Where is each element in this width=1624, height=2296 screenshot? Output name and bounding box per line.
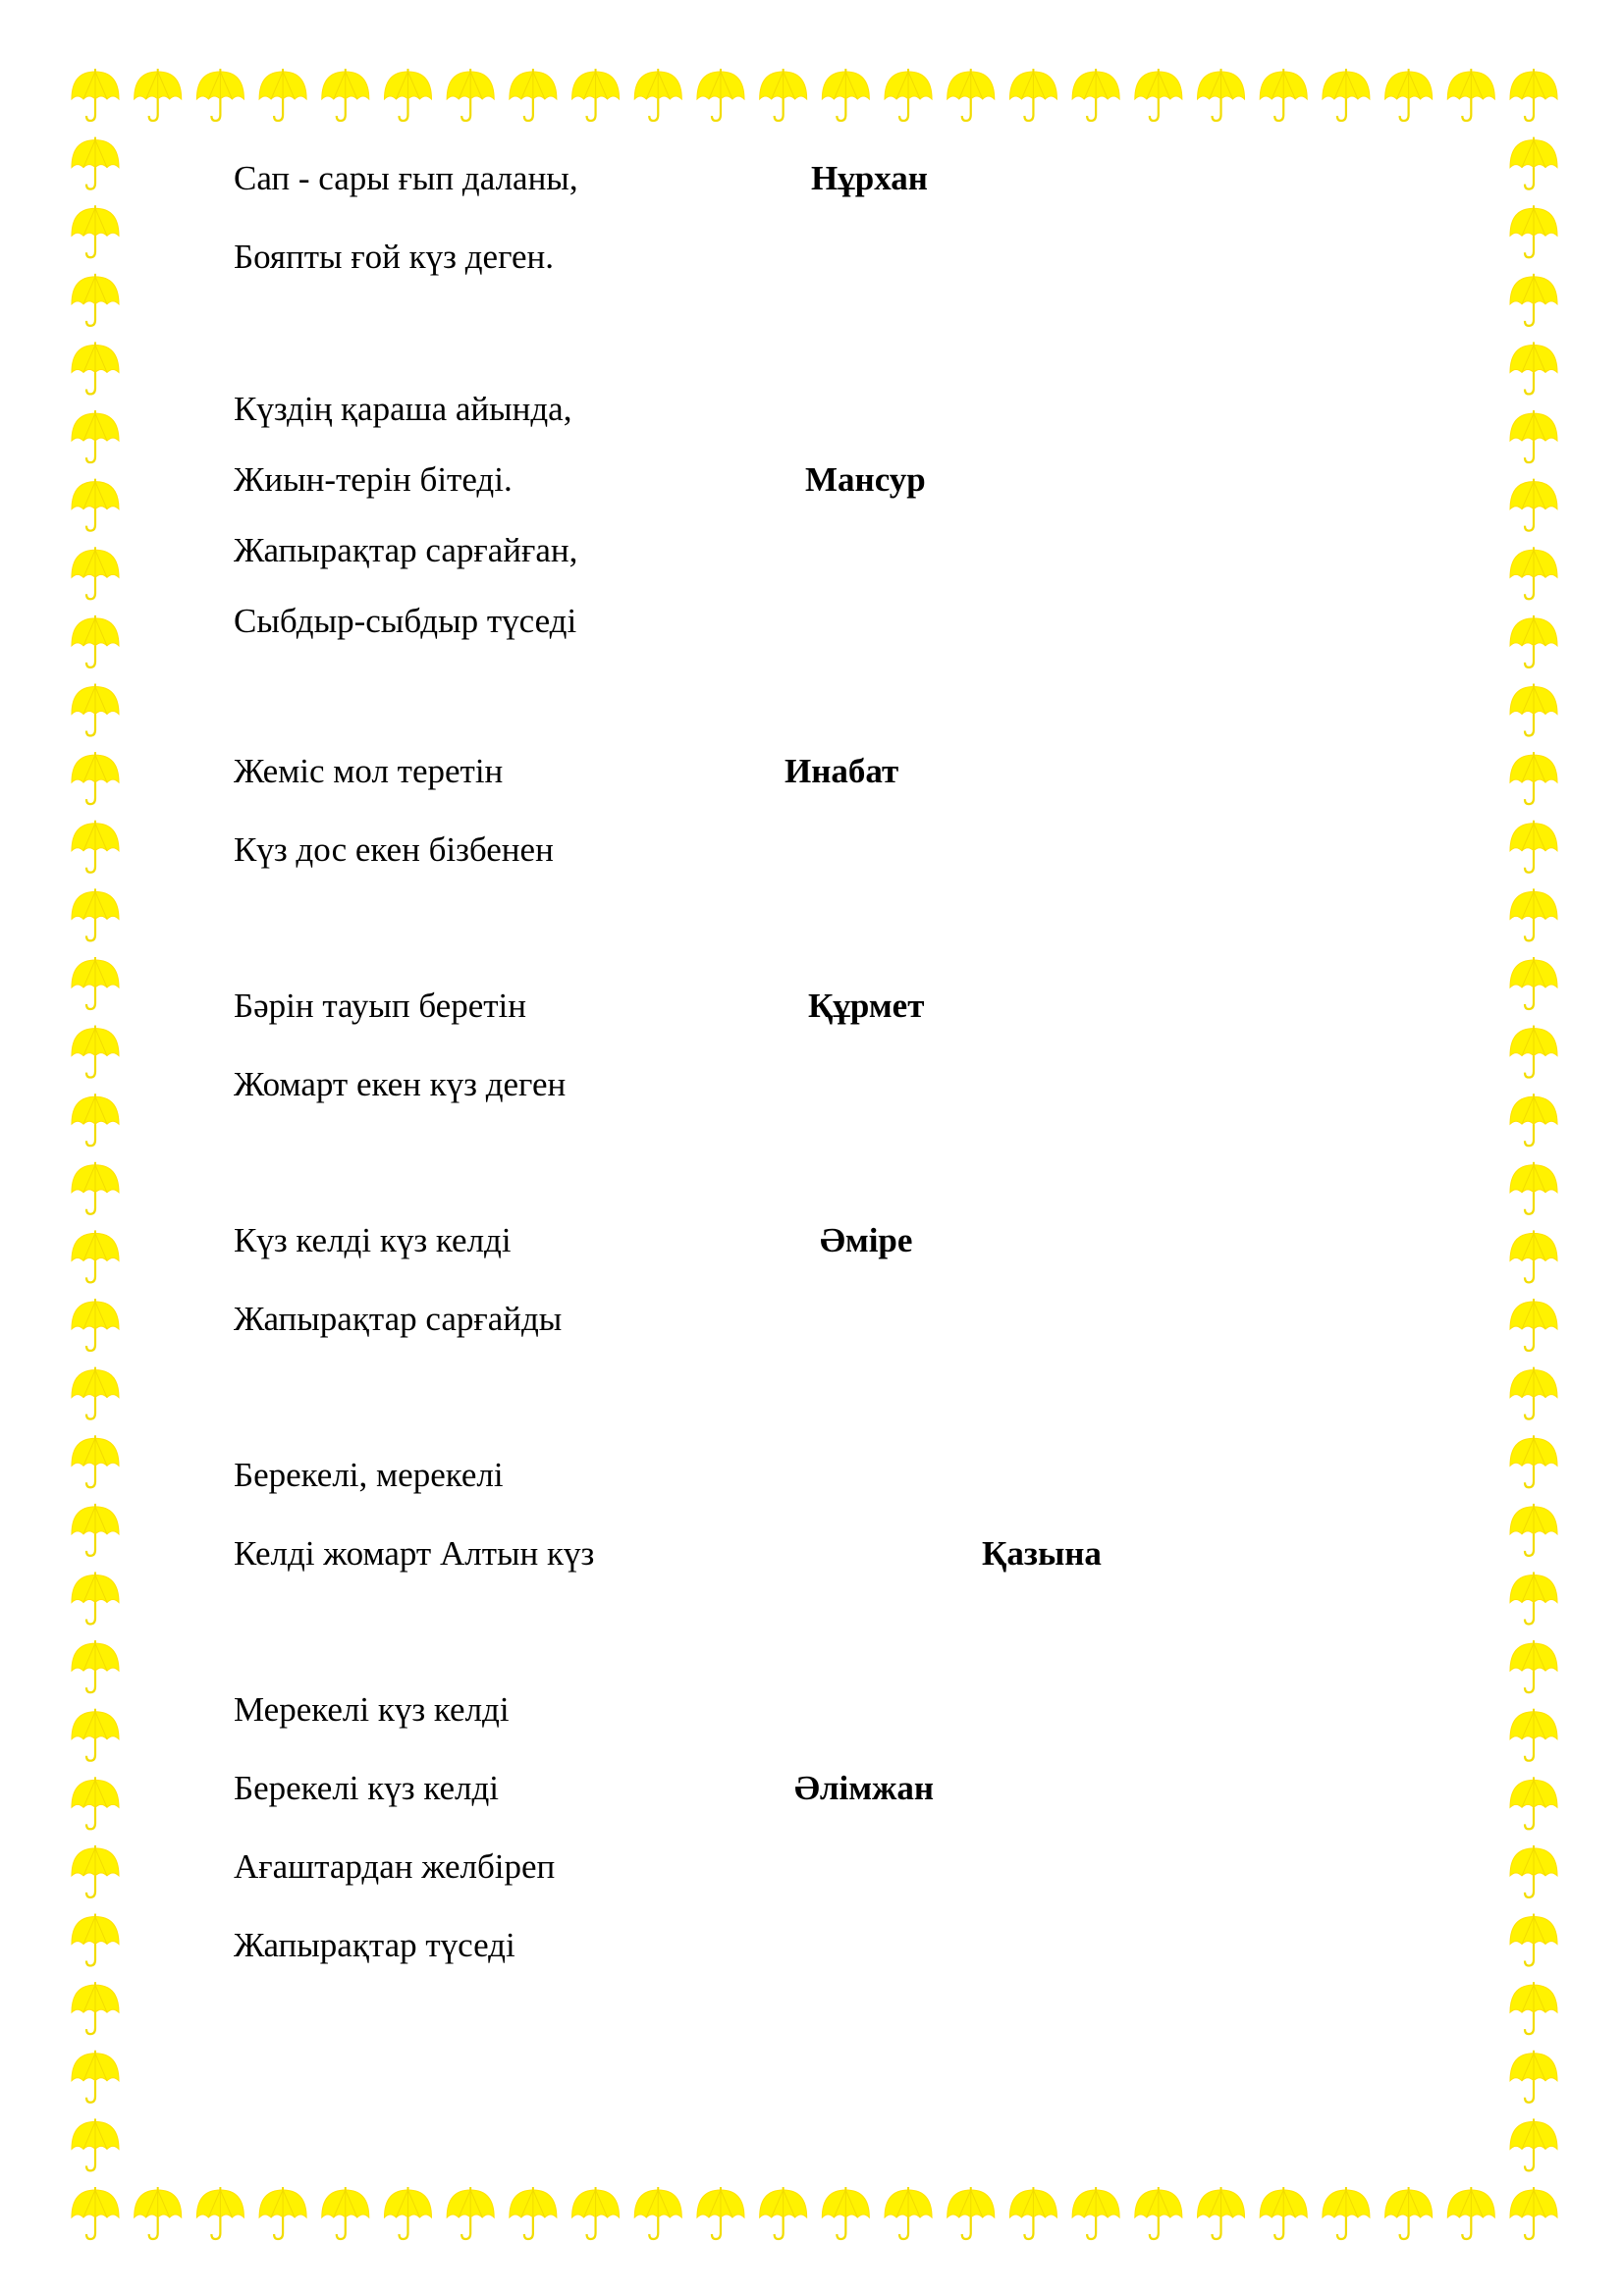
umbrella-icon [72,1709,119,1761]
umbrella-icon [1510,410,1557,462]
umbrella-icon [1135,69,1182,121]
umbrella-icon [1510,1299,1557,1351]
umbrella-icon [1510,137,1557,189]
umbrella-icon [1510,888,1557,940]
umbrella-icon [72,1026,119,1078]
umbrella-icon [447,69,494,121]
umbrella-icon [1323,2187,1370,2239]
poem-line: Келді жомарт Алтын күз [234,1534,595,1573]
umbrella-icon [72,1504,119,1556]
umbrella-icon [947,2187,995,2239]
poem-line: Сыбдыр-сыбдыр түседі [234,602,577,640]
umbrella-icon [72,1162,119,1214]
umbrella-icon [1198,2187,1245,2239]
umbrella-icon [1447,69,1494,121]
umbrella-icon [1510,2187,1557,2239]
umbrella-icon [72,1777,119,1829]
poem-line: Жиын-терін бітеді. [234,460,513,499]
umbrella-icon [72,2187,119,2239]
umbrella-icon [1323,69,1370,121]
umbrella-icon [1510,1026,1557,1078]
umbrella-icon [1510,2051,1557,2103]
umbrella-icon [1510,1914,1557,1966]
speaker-name: Қазына [982,1534,1102,1573]
umbrella-icon [72,1435,119,1487]
umbrella-icon [1510,547,1557,599]
umbrella-icon [1510,1709,1557,1761]
umbrella-icon [72,1845,119,1897]
umbrella-icon [885,2187,932,2239]
poem-line: Сап - сары ғып даланы, [234,159,578,197]
umbrella-icon [1510,1777,1557,1829]
umbrella-icon [1260,2187,1307,2239]
umbrella-icon [72,615,119,667]
umbrella-icon [1510,479,1557,531]
umbrella-icon [322,2187,369,2239]
umbrella-icon [1510,342,1557,394]
umbrella-icon [1510,1367,1557,1419]
speaker-name: Нұрхан [811,159,928,197]
umbrella-icon [1198,69,1245,121]
umbrella-icon [885,69,932,121]
umbrella-icon [697,2187,744,2239]
umbrella-icon [135,2187,182,2239]
umbrella-icon [572,2187,620,2239]
umbrella-icon [1510,205,1557,257]
umbrella-icon [634,2187,681,2239]
umbrella-icon [1072,69,1119,121]
umbrella-icon [1510,1640,1557,1692]
umbrella-icon [1510,1162,1557,1214]
speaker-name: Әміре [820,1221,913,1259]
umbrella-icon [1510,2118,1557,2170]
umbrella-icon [72,1094,119,1146]
umbrella-icon [72,274,119,326]
umbrella-icon [1385,2187,1433,2239]
umbrella-icon [72,410,119,462]
umbrella-icon [447,2187,494,2239]
speaker-name: Әлімжан [794,1769,935,1807]
umbrella-icon [72,479,119,531]
speaker-name: Инабат [785,752,899,790]
umbrella-icon [72,2051,119,2103]
umbrella-icon [1510,752,1557,804]
umbrella-icon [259,69,306,121]
umbrella-icon [1072,2187,1119,2239]
poem-line: Жапырақтар сарғайды [234,1300,563,1338]
umbrella-icon [72,547,119,599]
poem-line: Берекелі күз келді [234,1769,500,1807]
umbrella-icon [72,1299,119,1351]
poem-line: Бәрін тауып беретін [234,987,526,1025]
umbrella-icon [822,2187,869,2239]
umbrella-icon [72,821,119,873]
umbrella-icon [510,69,557,121]
poem-line: Күз келді күз келді [234,1221,512,1259]
umbrella-icon [1510,957,1557,1009]
umbrella-icon [1510,1230,1557,1282]
umbrella-icon [947,69,995,121]
umbrella-icon [760,69,807,121]
umbrella-icon [1510,1982,1557,2034]
umbrella-icon [72,957,119,1009]
umbrella-icon [72,69,119,121]
poem-line: Күз дос екен бізбенен [234,830,554,869]
umbrella-icon [1510,1845,1557,1897]
poem-line: Мерекелі күз келді [234,1690,510,1729]
umbrella-icon [72,1914,119,1966]
poem-line: Жеміс мол теретін [234,752,504,790]
umbrella-icon [634,69,681,121]
umbrella-icon [72,1640,119,1692]
umbrella-icon [1510,1435,1557,1487]
umbrella-icon [1510,274,1557,326]
umbrella-icon [384,2187,431,2239]
umbrella-icon [572,69,620,121]
poem-line: Жомарт екен күз деген [234,1065,567,1103]
poem-line: Күздің қараша айында, [234,390,572,428]
umbrella-icon [384,69,431,121]
umbrella-icon [72,752,119,804]
poem-line: Ағаштардан желбіреп [234,1847,556,1886]
umbrella-icon [72,684,119,736]
umbrella-icon [72,2118,119,2170]
umbrella-icon [1510,615,1557,667]
umbrella-icon [72,1367,119,1419]
umbrella-icon [72,137,119,189]
umbrella-icon [72,1982,119,2034]
poem-line: Берекелі, мерекелі [234,1456,504,1494]
poem-line: Жапырақтар түседі [234,1926,515,1964]
umbrella-icon [760,2187,807,2239]
umbrella-icon [72,888,119,940]
umbrella-icon [72,1230,119,1282]
umbrella-icon [1135,2187,1182,2239]
umbrella-icon [822,69,869,121]
umbrella-icon [259,2187,306,2239]
poem-line: Бояпты ғой күз деген. [234,238,554,276]
umbrella-icon [1510,684,1557,736]
umbrella-icon [196,69,244,121]
umbrella-icon [72,205,119,257]
poem-line: Жапырақтар сарғайған, [234,531,578,569]
umbrella-icon [697,69,744,121]
umbrella-icon [510,2187,557,2239]
umbrella-icon [1510,821,1557,873]
umbrella-icon [196,2187,244,2239]
umbrella-icon [72,342,119,394]
umbrella-icon [1510,69,1557,121]
umbrella-icon [322,69,369,121]
umbrella-icon [1447,2187,1494,2239]
umbrella-icon [135,69,182,121]
umbrella-icon [1510,1572,1557,1624]
umbrella-icon [1510,1094,1557,1146]
umbrella-icon [1510,1504,1557,1556]
speaker-name: Құрмет [808,987,925,1025]
umbrella-icon [1009,69,1056,121]
umbrella-icon [1009,2187,1056,2239]
umbrella-icon [1385,69,1433,121]
umbrella-icon [72,1572,119,1624]
umbrella-icon [1260,69,1307,121]
speaker-name: Мансур [805,460,926,499]
